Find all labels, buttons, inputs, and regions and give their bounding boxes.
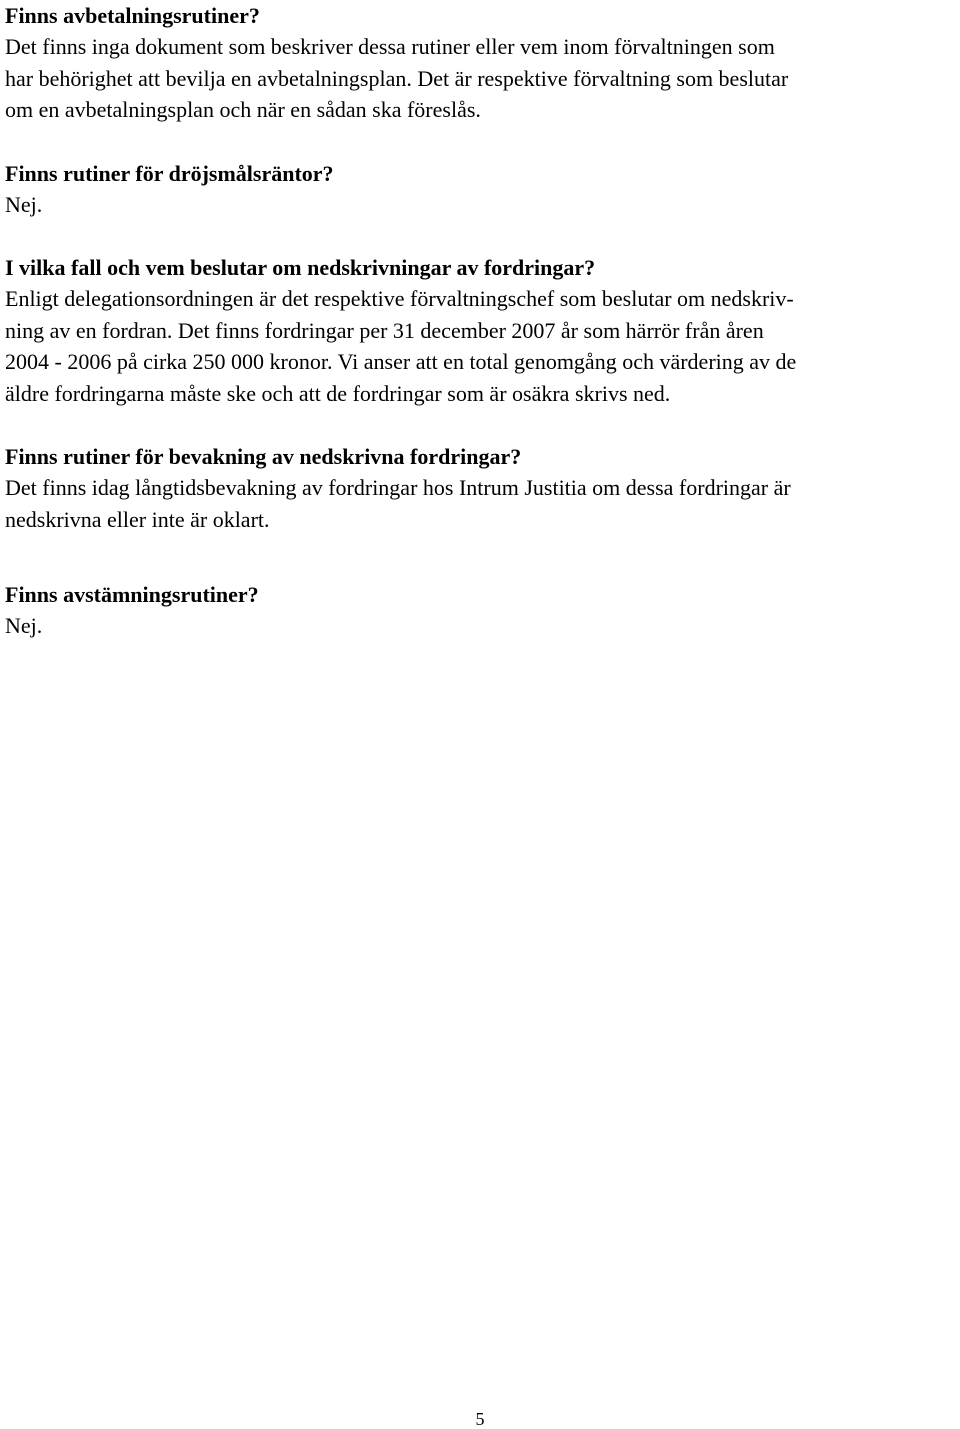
section-write-downs [5,252,957,409]
spacer [5,126,957,158]
section-reconciliation [5,579,957,642]
section-heading: Finns rutiner för bevakning av nedskrivna fordringar? [5,444,522,469]
spacer [5,409,957,441]
section-line: äldre fordringarna måste ske och att de fordringar som är osäkra skrivs ned. [5,380,671,406]
section-line: Nej. [5,191,43,217]
spacer [5,535,957,579]
section-heading: Finns avstämningsrutiner? [5,582,259,607]
section-monitoring [5,441,957,535]
section-line: Det finns inga dokument som beskriver dessa rutiner eller vem inom förvaltningen som [5,34,775,59]
section-heading: I vilka fall och vem beslutar om nedskrivningar av fordringar? [5,255,596,280]
section-line: nedskrivna eller inte är oklart. [5,506,270,532]
section-line: Det finns idag långtidsbevakning av fordringar hos Intrum Justitia om dessa fordringar är [5,475,791,500]
spacer [5,220,957,252]
page-number: 5 [475,1409,485,1429]
section-line: om en avbetalningsplan och när en sådan ska föreslås. [5,97,481,122]
section-heading: Finns rutiner för dröjsmålsräntor? [5,160,334,186]
section-late-interest [5,158,957,221]
section-line: Enligt delegationsordningen är det respektive förvaltningschef som beslutar om nedskriv- [5,286,794,311]
section-line: har behörighet att bevilja en avbetalningsplan. Det är respektive förvaltning som beslutar [5,65,789,91]
section-line: ning av en fordran. Det finns fordringar per 31 december 2007 år som härrör från åren [5,317,764,343]
section-line: 2004 - 2006 på cirka 250 000 kronor. Vi anser att en total genomgång och värdering av de [5,349,797,374]
section-line: Nej. [5,613,43,638]
section-heading: Finns avbetalningsrutiner? [5,3,260,28]
document-page [5,0,957,642]
section-installment-routines [5,0,957,126]
